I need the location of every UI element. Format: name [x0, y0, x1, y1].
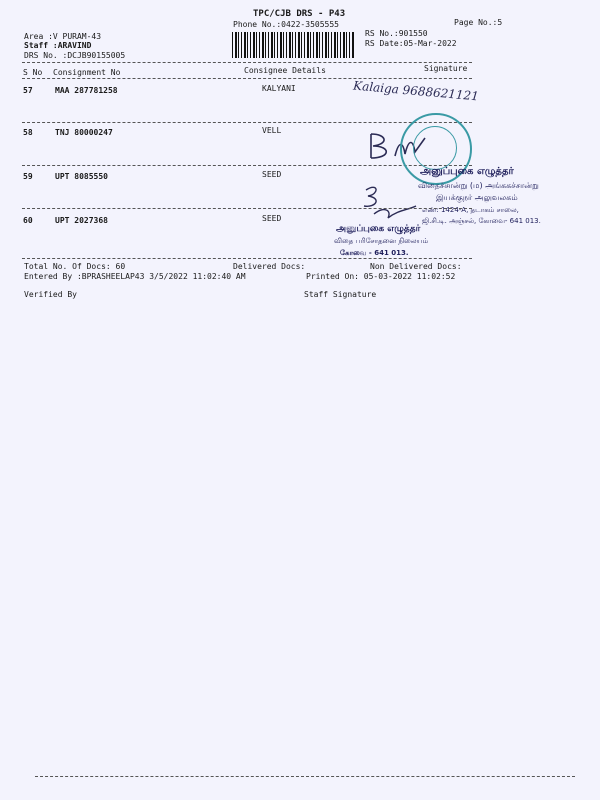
area-label: Area :V PURAM-43 [24, 32, 102, 41]
barcode-icon [232, 32, 354, 58]
stamp-line: எண்: 1424-A, தடாகம் சாலை, [422, 206, 519, 214]
total-docs: Total No. Of Docs: 60 [24, 262, 126, 271]
row-consignee: VELL [262, 126, 282, 135]
phone-number: Phone No.:0422-3505555 [233, 20, 339, 29]
handwritten-signature-57: Kalaiga 9688621121 [352, 78, 480, 104]
verified-by: Verified By [24, 290, 77, 299]
stamp-line: அனுப்புகை எழுத்தர் [420, 166, 514, 177]
stamp-line: இயக்குநர் அலுவலகம் [436, 193, 518, 202]
row-consignment: UPT 2027368 [55, 216, 108, 225]
col-header-sno: S No [23, 68, 43, 77]
col-header-signature: Signature [424, 64, 468, 73]
delivered-docs: Delivered Docs: [233, 262, 306, 271]
row-sno: 59 [23, 172, 33, 181]
drs-number: DRS No. :DCJB90155005 [24, 51, 126, 60]
row-sno: 58 [23, 128, 33, 137]
rs-number: RS No.:901550 [365, 29, 428, 38]
stamp-line: ஜி.சி.டி. அஞ்சல், கோவை- 641 013. [422, 217, 541, 225]
row-consignee: SEED [262, 170, 282, 179]
row-divider [22, 122, 472, 123]
page-bottom-divider [35, 776, 575, 777]
document-title: TPC/CJB DRS - P43 [253, 9, 346, 19]
stamp-line: விதை பரிசோதனை நிலையம் [334, 237, 429, 245]
entered-by: Entered By :BPRASHEELAP43 3/5/2022 11:02:40 AM [24, 272, 246, 281]
row-sno: 57 [23, 86, 33, 95]
row-consignee: SEED [262, 214, 282, 223]
seal-stamp-inner-icon [413, 126, 457, 170]
non-delivered-docs: Non Delivered Docs: [370, 262, 462, 271]
printed-on: Printed On: 05-03-2022 11:02:52 [306, 272, 456, 281]
row-sno: 60 [23, 216, 33, 225]
stamp-line: கோவை - 641 013. [340, 249, 409, 257]
header-divider [22, 62, 472, 63]
stamp-line: விதைச்சான்று (ம) அங்ககச்சான்று [418, 181, 539, 190]
row-consignment: MAA 287781258 [55, 86, 118, 95]
table-bottom-divider [22, 258, 472, 259]
page-number: Page No.:5 [454, 18, 503, 27]
rs-date: RS Date:05-Mar-2022 [365, 39, 457, 48]
row-divider [22, 208, 472, 209]
staff-label: Staff :ARAVIND [24, 41, 92, 50]
row-consignment: TNJ 80000247 [55, 128, 113, 137]
staff-signature: Staff Signature [304, 290, 377, 299]
row-consignee: KALYANI [262, 84, 296, 93]
table-header-divider [22, 78, 472, 79]
col-header-consignee: Consignee Details [244, 66, 326, 75]
stamp-line: அனுப்புகை எழுத்தர் [336, 224, 421, 234]
row-consignment: UPT 8085550 [55, 172, 108, 181]
col-header-consignment: Consignment No [53, 68, 121, 77]
